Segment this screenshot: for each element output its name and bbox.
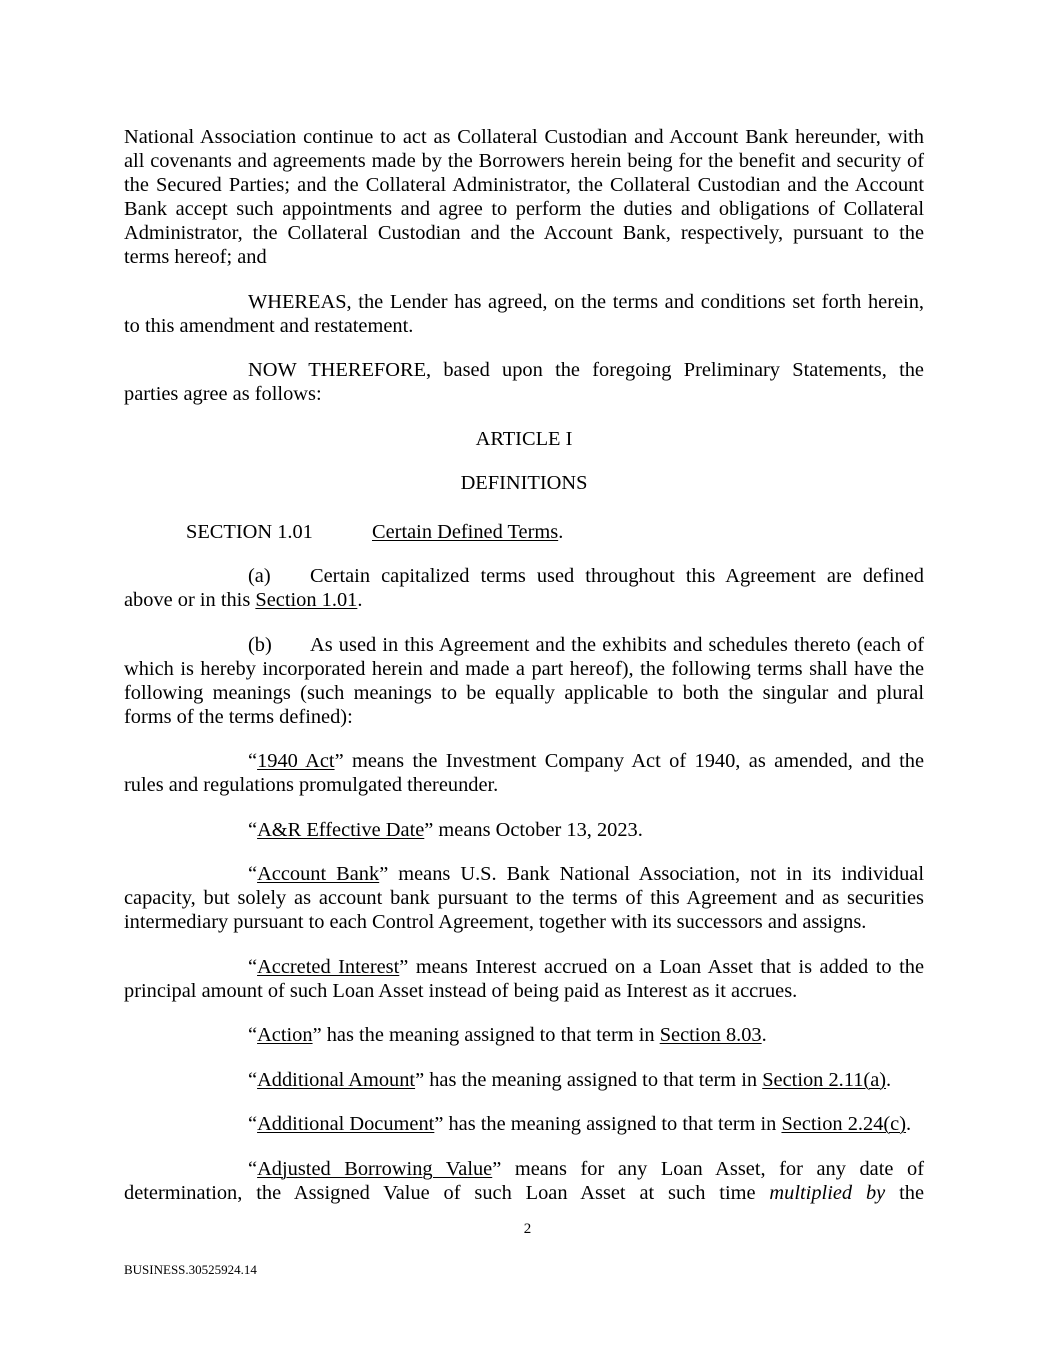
paragraph-label: (b) [248, 633, 272, 656]
text-line [124, 633, 924, 657]
text-run: “ [248, 1024, 258, 1046]
text-run: ARTICLE I [475, 427, 573, 450]
defined-term-underlined: Additional Document [257, 1113, 435, 1135]
page-number: 2 [523, 1221, 532, 1237]
text-line [124, 749, 924, 773]
text-run: terms hereof; and [124, 246, 267, 268]
paragraph [124, 749, 924, 797]
paragraph [124, 290, 924, 338]
text-run: capacity, but solely as account bank pursuant to the terms of this Agreement and as securities [124, 887, 924, 909]
text-line [124, 564, 924, 588]
text-run: parties agree as follows: [124, 383, 322, 405]
text-line [124, 427, 924, 451]
paragraph-label: (a) [248, 565, 271, 587]
text-line [124, 314, 924, 338]
text-line [124, 173, 924, 197]
section-title [372, 520, 563, 544]
section-number: SECTION 1.01 [186, 520, 313, 543]
text-run: WHEREAS, the Lender has agreed, on the terms and conditions set forth herein, [248, 290, 924, 313]
defined-term-underlined: Action [257, 1024, 313, 1046]
text-run: ” has the meaning assigned to that term in [312, 1024, 660, 1046]
text-run: Certain capitalized terms used throughout this Agreement are defined [310, 565, 924, 587]
paragraph [124, 1112, 924, 1136]
text-line [124, 125, 924, 149]
text-line [124, 862, 924, 886]
text-line [124, 290, 924, 314]
heading [124, 427, 924, 451]
text-run: which is hereby incorporated herein and made a part hereof), the following terms shall have the [124, 657, 924, 680]
text-line [124, 1157, 924, 1181]
text-run: to this amendment and restatement. [124, 314, 414, 337]
text-run: “ [248, 1157, 258, 1180]
text-line [124, 681, 924, 705]
defined-term-underlined: Account Bank [257, 863, 380, 885]
section-heading [124, 520, 924, 544]
defined-term-underlined: Section 2.24(c) [781, 1113, 907, 1135]
text-run: all covenants and agreements made by the Borrowers herein being for the benefit and security of [124, 150, 924, 172]
heading [124, 471, 924, 495]
text-line [124, 221, 924, 245]
text-line [124, 955, 924, 979]
text-run: principal amount of such Loan Asset instead of being paid as Interest as it accrues. [124, 979, 798, 1002]
text-run: “ [248, 818, 258, 841]
text-run: ” has the meaning assigned to that term in [434, 1113, 782, 1135]
text-line [124, 197, 924, 221]
text-line-rest [310, 633, 924, 657]
text-line [124, 705, 924, 729]
document-body [124, 125, 924, 1225]
text-run: intermediary pursuant to each Control Agreement, together with its successors and assigns. [124, 911, 867, 933]
text-run: “ [248, 1068, 258, 1091]
text-run: “ [248, 1113, 258, 1135]
text-line [124, 818, 924, 842]
text-run: following meanings (such meanings to be equally applicable to both the singular and plural [124, 681, 924, 704]
paragraph [124, 564, 924, 612]
text-line [124, 910, 924, 934]
text-run: . [886, 1068, 892, 1091]
text-line [124, 1023, 924, 1047]
text-line [124, 886, 924, 910]
text-run: DEFINITIONS [460, 472, 588, 494]
text-run: forms of the terms defined): [124, 705, 353, 728]
defined-term-underlined: Certain Defined Terms [372, 520, 559, 543]
text-run: ” has the meaning assigned to that term in [415, 1068, 763, 1091]
text-run: rules and regulations promulgated thereunder. [124, 774, 499, 796]
text-run: National Association continue to act as Collateral Custodian and Account Bank hereunder, with [124, 126, 924, 148]
text-run: ” means the Investment Company Act of 1940, as amended, and the [334, 750, 924, 772]
defined-term-underlined: 1940 Act [257, 750, 335, 772]
text-line [124, 1068, 924, 1092]
italic-text: multiplied by [769, 1181, 886, 1204]
text-run: . [357, 589, 363, 611]
text-run: ” means October 13, 2023. [424, 818, 643, 841]
defined-term-underlined: Adjusted Borrowing Value [257, 1157, 493, 1180]
text-line [124, 471, 924, 495]
paragraph [124, 955, 924, 1003]
text-line-rest [310, 564, 924, 588]
text-line [124, 1181, 924, 1205]
text-run: determination, the Assigned Value of such Loan Asset at such time [124, 1181, 770, 1204]
text-run: Bank accept such appointments and agree to perform the duties and obligations of Collateral [124, 198, 924, 220]
paragraph [124, 862, 924, 934]
text-line [124, 245, 924, 269]
text-run: Administrator, the Collateral Custodian and the Account Bank, respectively, pursuant to the [124, 222, 924, 244]
text-line [124, 588, 924, 612]
defined-term-underlined: Accreted Interest [257, 955, 400, 978]
text-run: NOW THEREFORE, based upon the foregoing Preliminary Statements, the [248, 359, 924, 381]
paragraph [124, 125, 924, 269]
text-run: “ [248, 863, 258, 885]
document-id-footer: BUSINESS.30525924.14 [124, 1262, 257, 1277]
section-line [124, 520, 924, 544]
text-line [124, 149, 924, 173]
text-line [124, 773, 924, 797]
paragraph [124, 818, 924, 842]
text-run: . [761, 1024, 767, 1046]
defined-term-underlined: A&R Effective Date [257, 818, 425, 841]
text-run: above or in this [124, 589, 256, 611]
text-line [124, 358, 924, 382]
text-run: . [906, 1113, 912, 1135]
text-line [124, 382, 924, 406]
defined-term-underlined: Section 2.11(a) [762, 1068, 887, 1091]
defined-term-underlined: Additional Amount [257, 1068, 416, 1091]
text-run: the Secured Parties; and the Collateral Administrator, the Collateral Custodian and the Account [124, 174, 924, 196]
text-run: the [885, 1181, 925, 1204]
paragraph [124, 358, 924, 406]
text-run: As used in this Agreement and the exhibits and schedules thereto (each of [310, 633, 924, 656]
text-line [124, 1112, 924, 1136]
text-line [124, 979, 924, 1003]
text-run: . [558, 520, 564, 543]
defined-term-underlined: Section 1.01 [255, 589, 358, 611]
defined-term-underlined: Section 8.03 [659, 1024, 762, 1046]
text-line [124, 657, 924, 681]
text-run: ” means for any Loan Asset, for any date of [492, 1157, 924, 1180]
paragraph [124, 1157, 924, 1205]
paragraph [124, 633, 924, 729]
text-run: ” means U.S. Bank National Association, not in its individual [379, 863, 924, 885]
text-run: ” means Interest accrued on a Loan Asset that is added to the [399, 955, 924, 978]
text-run: “ [248, 955, 258, 978]
paragraph [124, 1068, 924, 1092]
text-run: “ [248, 750, 258, 772]
paragraph [124, 1023, 924, 1047]
